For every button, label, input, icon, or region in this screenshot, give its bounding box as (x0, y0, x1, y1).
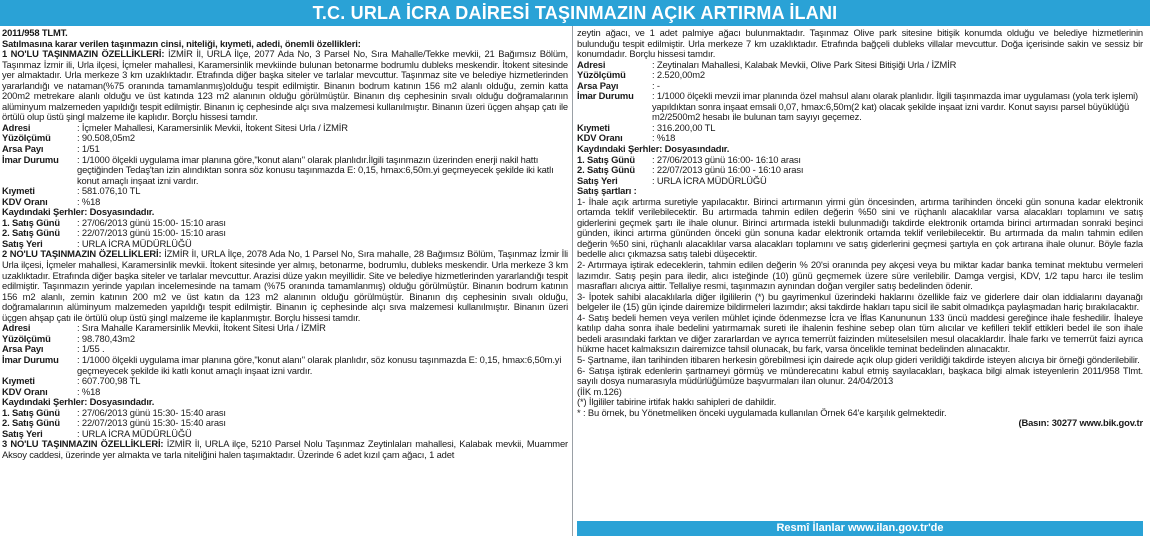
field-value: : Sıra Mahalle Karamersinlik Mevkii, İtokent Sitesi Urla / İZMİR (77, 322, 326, 334)
sale-label: Satış Yeri (2, 427, 43, 439)
field-value: : - (652, 79, 660, 91)
field-row (2, 144, 568, 155)
file-number: 2011/958 TLMT. (2, 28, 68, 38)
footnote-form-reference: * : Bu örnek, bu Yönetmeliken önceki uygulamada kullanılan Örnek 64'e karşılık gelmektedir. (577, 406, 947, 418)
field-label: KDV Oranı (2, 195, 48, 207)
condition-item: 2- Artırmaya iştirak edeceklerin, tahmin edilen değerin % 20'si oranında pey akçesi veya bu miktar kadar banka teminat mektubu vermeleri lazımdır. Satış peşin para iledir, alıcı isteğinde (10) günü geçmemek üzere süre verilebilir. Damga vergisi, KDV, 1/2 tapu harcı ile teslim masrafları alıcıya aittir. Tellaliye resmi, taşınmazın aynından doğan vergiler satış bedelinden ödenir. (577, 259, 1143, 292)
field-value: : 607.700,98 TL (77, 375, 141, 387)
field-value: : 1/1000 ölçekli mevzii imar planında özel mahsul alanı olarak planlıdır. İlgili taşınmazda imar uygulaması (yola terk işlemi) yapıldıktan sonra inşaat emsali 0,07, hmax:6,50m(2 kat) olacak şekilde inşaat izni vardır. Konut sayısı parsel büyüklüğü m2/2500m2 hesabı ile bulunan tam sayıyı geçemez. (652, 90, 1139, 123)
field-label: Yüzölçümü (2, 332, 51, 344)
field-label: İmar Durumu (577, 90, 634, 102)
property-3-continued: zeytin ağacı, ve 1 adet palmiye ağacı bulunmaktadır. Taşınmaz Olive park sitesine bitişik konumda olduğu ve belediye hizmetlerinin bulunduğu tespit edilmiştir. Urla merkeze 7 km uzaklıktadır. Etrafında bağçeli dubleks villalar mevcuttur. Doğa içerisinde sakin ve sessiz bir konumdadır. Borçlu hissesi tamdır. (577, 28, 1143, 60)
field-label: Adresi (577, 58, 606, 70)
footnote-interested-parties: (*) İlgililer tabirine irtifak hakkı sahipleri de dahildir. (577, 396, 777, 408)
field-label: İmar Durumu (2, 353, 59, 365)
sale-label: Satış Yeri (577, 174, 618, 186)
field-label: Arsa Payı (2, 343, 44, 355)
sale-value: : 22/07/2013 günü 16:00 - 16:10 arası (652, 164, 804, 176)
field-label: Arsa Payı (577, 79, 619, 91)
sale-value: : 27/06/2013 günü 15:00- 15:10 arası (77, 216, 226, 228)
property-1-encumbrance: Kaydındaki Şerhler: Dosyasındadır. (2, 206, 155, 218)
field-label: Adresi (2, 322, 31, 334)
field-row (2, 155, 568, 187)
field-label: Yüzölçümü (2, 132, 51, 144)
field-label: Kıymeti (2, 375, 35, 387)
press-reference: (Basın: 30277 www.bik.gov.tr (1018, 417, 1143, 429)
field-value: : 98.780,43m2 (77, 332, 135, 344)
field-label: Kıymeti (577, 121, 610, 133)
property-2-description (2, 249, 568, 323)
field-value: : 90.508,05m2 (77, 132, 135, 144)
field-value: : %18 (652, 132, 676, 144)
sale-value: : 27/06/2013 günü 15:30- 15:40 arası (77, 406, 226, 418)
property-3-fields (577, 60, 1143, 144)
conditions-heading: Satış şartları : (577, 185, 637, 197)
field-value: : 1/1000 ölçekli uygulama imar planına göre,"konut alanı" olarak planlıdır.İlgili taşınmazın üzerinden enerji nakil hattı geçtiğinden Tedaş'tan izin alındıktan sonra söz konusu taşınmazda E: 0,15, hmax:6,50m.yi geçmeyecek şekilde iki katlı konut amaçlı inşaat izni vardır. (77, 153, 554, 186)
sale-label: 1. Satış Günü (577, 153, 635, 165)
conditions-list (577, 197, 1143, 387)
sale-label: Satış Yeri (2, 237, 43, 249)
property-2-title: 2 NO'LU TAŞINMAZIN ÖZELLİKLERİ: (2, 248, 162, 260)
column-divider (572, 26, 573, 536)
field-value: : 1/51 (77, 143, 100, 155)
field-row (2, 355, 568, 376)
sale-value: : URLA İCRA MÜDÜRLÜĞÜ (77, 427, 192, 439)
notice-title: T.C. URLA İCRA DAİRESİ TAŞINMAZIN AÇIK ARTIRMA İLANI (0, 0, 1150, 26)
field-row (577, 70, 1143, 81)
field-label: KDV Oranı (2, 385, 48, 397)
field-label: KDV Oranı (577, 132, 623, 144)
property-1-title: 1 NO'LU TAŞINMAZIN ÖZELLİKLERİ: (2, 48, 165, 60)
property-3-text: İZMİR İl, URLA ilçe, 5210 Parsel Nolu Taşınmaz Zeytinlaları mahallesi, Kalabak mevkii, Muammer Aksoy caddesi, üzerinde yer almakta ve tarla niteliğini halen taşımaktadır. Üzerinde 6 adet kızıl çam ağacı, 1 adet (2, 438, 568, 460)
property-3-title: 3 NO'LU TAŞINMAZIN ÖZELLİKLERİ: (2, 438, 164, 450)
property-3-description (2, 439, 568, 460)
field-value: : Zeytinaları Mahallesi, Kalabak Mevkii, Olive Park Sitesi Bitişiği Urla / İZMİR (652, 58, 957, 70)
property-1-sales (2, 218, 568, 250)
sale-label: 2. Satış Günü (577, 164, 635, 176)
official-notices-banner: Resmî İlanlar www.ilan.gov.tr'de (577, 521, 1143, 536)
sale-value: : 22/07/2013 günü 15:30- 15:40 arası (77, 417, 226, 429)
sale-label: 1. Satış Günü (2, 216, 60, 228)
property-2-fields (2, 323, 568, 397)
property-2-sales (2, 408, 568, 440)
property-3-encumbrance: Kaydındaki Şerhler: Dosyasındadır. (577, 143, 730, 155)
left-column (2, 28, 568, 534)
sale-label: 2. Satış Günü (2, 227, 60, 239)
property-1-description (2, 49, 568, 123)
field-value: : 581.076,10 TL (77, 185, 141, 197)
intro-heading: Satılmasına karar verilen taşınmazın cinsi, niteliği, kıymeti, adedi, önemli özellikleri: (2, 37, 361, 49)
sale-row (577, 176, 1143, 187)
field-row (577, 91, 1143, 123)
sale-value: : 27/06/2013 günü 16:00- 16:10 arası (652, 153, 801, 165)
condition-item: 4- Satış bedeli hemen veya verilen mühlet içinde ödenmezse İcra ve İflas Kanununun 133 üncü maddesi gereğince ihale feshedilir. İhaleye katılıp daha sonra ihale bedelini yatırmamak sureti ile ihalenin feshine sebep olan tüm alıcılar ve kefilleri teklif ettikleri bedel ile son ihale bedeli arasındaki farktan ve diğer zararlardan ve ayrıca temerrüt faizinden müteselsilen mesul olacaklardır. İhale farkı ve temerrüt faizi ayrıca hükme hacet kalmaksızın dairemizce tahsil olunacak, bu fark, varsa öncelikle teminat bedelinden alınacaktır. (577, 311, 1143, 355)
field-label: Arsa Payı (2, 143, 44, 155)
field-value: : %18 (77, 195, 101, 207)
field-value: : İçmeler Mahallesi, Karamersinlik Mevkii, İtokent Sitesi Urla / İZMİR (77, 121, 348, 133)
right-column (577, 28, 1143, 534)
property-2-text: İZMİR İl, URLA İlçe, 2078 Ada No, 1 Parsel No, Sıra mahalle, 28 Bağımsız Bölüm, Taşınmaz İzmir İli Urla ilçesi, İçmeler mahallesi, Karamersinlik mevkii. İtokent sitesinde yer almış, betonarme, bodrumlu, dubleks meskendir. Urla merkeze 3 km uzaklıktadır. Etrafında diğer başka siteler ve tarlalar mevcuttur. Arazisi düze yakın meyillidir. Site ve belediye hizmetlerinden yararlandığı tespit edilmiştir. Taşınmazın yerinde yapılan incelemesinde na tamam (%75 oranında tamamlanmış) olduğu görülmüştür. Binanın bodrum katının 156 m2 alanlı, zemin katının 200 m2 ve üst katın da 123 m2 alanının olduğu görülmüştür. Binanın dış cephesinin sıvalı olduğu, doğramalarının alüminyum malzemeden yapıldığı tespit edilmiştir. Binanın iç cephesinde alçı sıva malzemesi kullanılmıştır. Binanın üzeri üçgen ahşap çatı ile örtülü olup üstü şingl malzeme ile kaplanmıştır. Borçlu hissesi tamdır. (2, 248, 568, 323)
law-reference: (İİK m.126) (577, 385, 622, 397)
condition-item: 6- Satışa iştirak edenlerin şartnameyi görmüş ve münderecatını kabul etmiş sayılacakları, başkaca bilgi almak isteyenlerin 2011/958 Tlmt. sayılı dosya numarasıyla müdürlüğümüze başvurmaları ilan olunur. 24/04/2013 (577, 364, 1143, 387)
field-value: : 1/1000 ölçekli uygulama imar planına göre,"konut alanı" olarak planlıdır, söz konusu taşınmazda E: 0,15, hmax:6,50m.yi geçmeyecek şekilde iki katlı konut amaçlı inşaat izni vardır. (77, 353, 562, 376)
sale-value: : URLA İCRA MÜDÜRLÜĞÜ (77, 237, 192, 249)
field-label: Kıymeti (2, 185, 35, 197)
field-value: : 316.200,00 TL (652, 121, 716, 133)
field-label: İmar Durumu (2, 153, 59, 165)
field-label: Yüzölçümü (577, 69, 626, 81)
property-1-text: İZMİR İl, URLA İlçe, 2077 Ada No, 3 Parsel No, Sıra Mahalle/Tekke mevkii, 21 Bağımsız Bölüm, Taşınmaz İzmir ili, Urla ilçesi, İçmeler mahallesi, Karamersinlik mevkiinde bulunan betonarme bodrumlu dubleks meskendir. İtokent sitesinde yer almaktadır. Urla merkeze 3 km uzaklıktadır. Etrafında diğer başka siteler ve tarlalar mevcuttur. Taşınmaz site ve belediye hizmetlerinden yararlandığı ve nataman(%75 oranında tamamlanmış)olduğu tespit edilmiştir. Binanın bodrum katının 156 m2 alanlı olduğu, zemin katta 200m2 metrekare alanlı olduğu ve üst katında 123 m2 alanının olduğu görülmüştür. Binanın dış cephesinin sıvalı olduğu doğramalarının alüminyum malzemeden yapıldığı tespit edilmiştir. Binanın iç cephesinde alçı sıva malzemesi kullanılmıştır. Binanın üzeri üçgen ahşap çatı ile örtülü olup üstü şingl malzeme ile kaplıdır. Borçlu hissesi tamdır. (2, 48, 568, 123)
sale-label: 1. Satış Günü (2, 406, 60, 418)
sale-value: : 22/07/2013 günü 15:00- 15:10 arası (77, 227, 226, 239)
field-value: : 1/55 . (77, 343, 105, 355)
condition-item: 5- Şartname, ilan tarihinden itibaren herkesin görebilmesi için dairede açık olup gideri verildiği takdirde isteyen alıcıya bir örneği gönderilebilir. (577, 353, 1140, 365)
property-2-encumbrance: Kaydındaki Şerhler: Dosyasındadır. (2, 396, 155, 408)
property-1-fields (2, 123, 568, 207)
field-row (2, 376, 568, 387)
property-3-sales (577, 155, 1143, 187)
sale-value: : URLA İCRA MÜDÜRLÜĞÜ (652, 174, 767, 186)
field-value: : 2.520,00m2 (652, 69, 705, 81)
field-label: Adresi (2, 121, 31, 133)
sale-label: 2. Satış Günü (2, 417, 60, 429)
condition-item: 1- İhale açık artırma suretiyle yapılacaktır. Birinci artırmanın yirmi gün öncesinden, artırma tarihinden önceki gün sonuna kadar elektronik ortamda teklif verilebilecektir. Bu artırmada tahmin edilen değerin %50 sini ve rüçhanlı alacaklılar varsa alacakları toplamını ve satış giderlerini geçmek şartı ile ihale olunur. Birinci artırmada istekli bulunmadığı takdirde elektronik ortamda birinci artırmadan sonraki beşinci günden, ikinci artırma gününden önceki gün sonuna kadar elektronik ortamda teklif verilebilecektir. Bu artırmada da malın tahmin edilen değerin %50 sini, rüçhanlı alacaklılar varsa alacakları toplamını ve satış giderlerini geçmesi şartıyla en çok artırana ihale olunur. Böyle fazla bedelle alıcı çıkmazsa satış talebi düşecektir. (577, 195, 1143, 260)
condition-item: 3- İpotek sahibi alacaklılarla diğer ilgililerin (*) bu gayrimenkul üzerindeki haklarını özellikle faiz ve giderlere dair olan iddialarını dayanağı belgeler ile (15) gün içinde dairemize bildirmeleri lazımdır; aksi takdirde hakları tapu sicil ile sabit olmadıkça paylaşmadan hariç bırakılacaktır. (577, 290, 1143, 313)
field-value: : %18 (77, 385, 101, 397)
